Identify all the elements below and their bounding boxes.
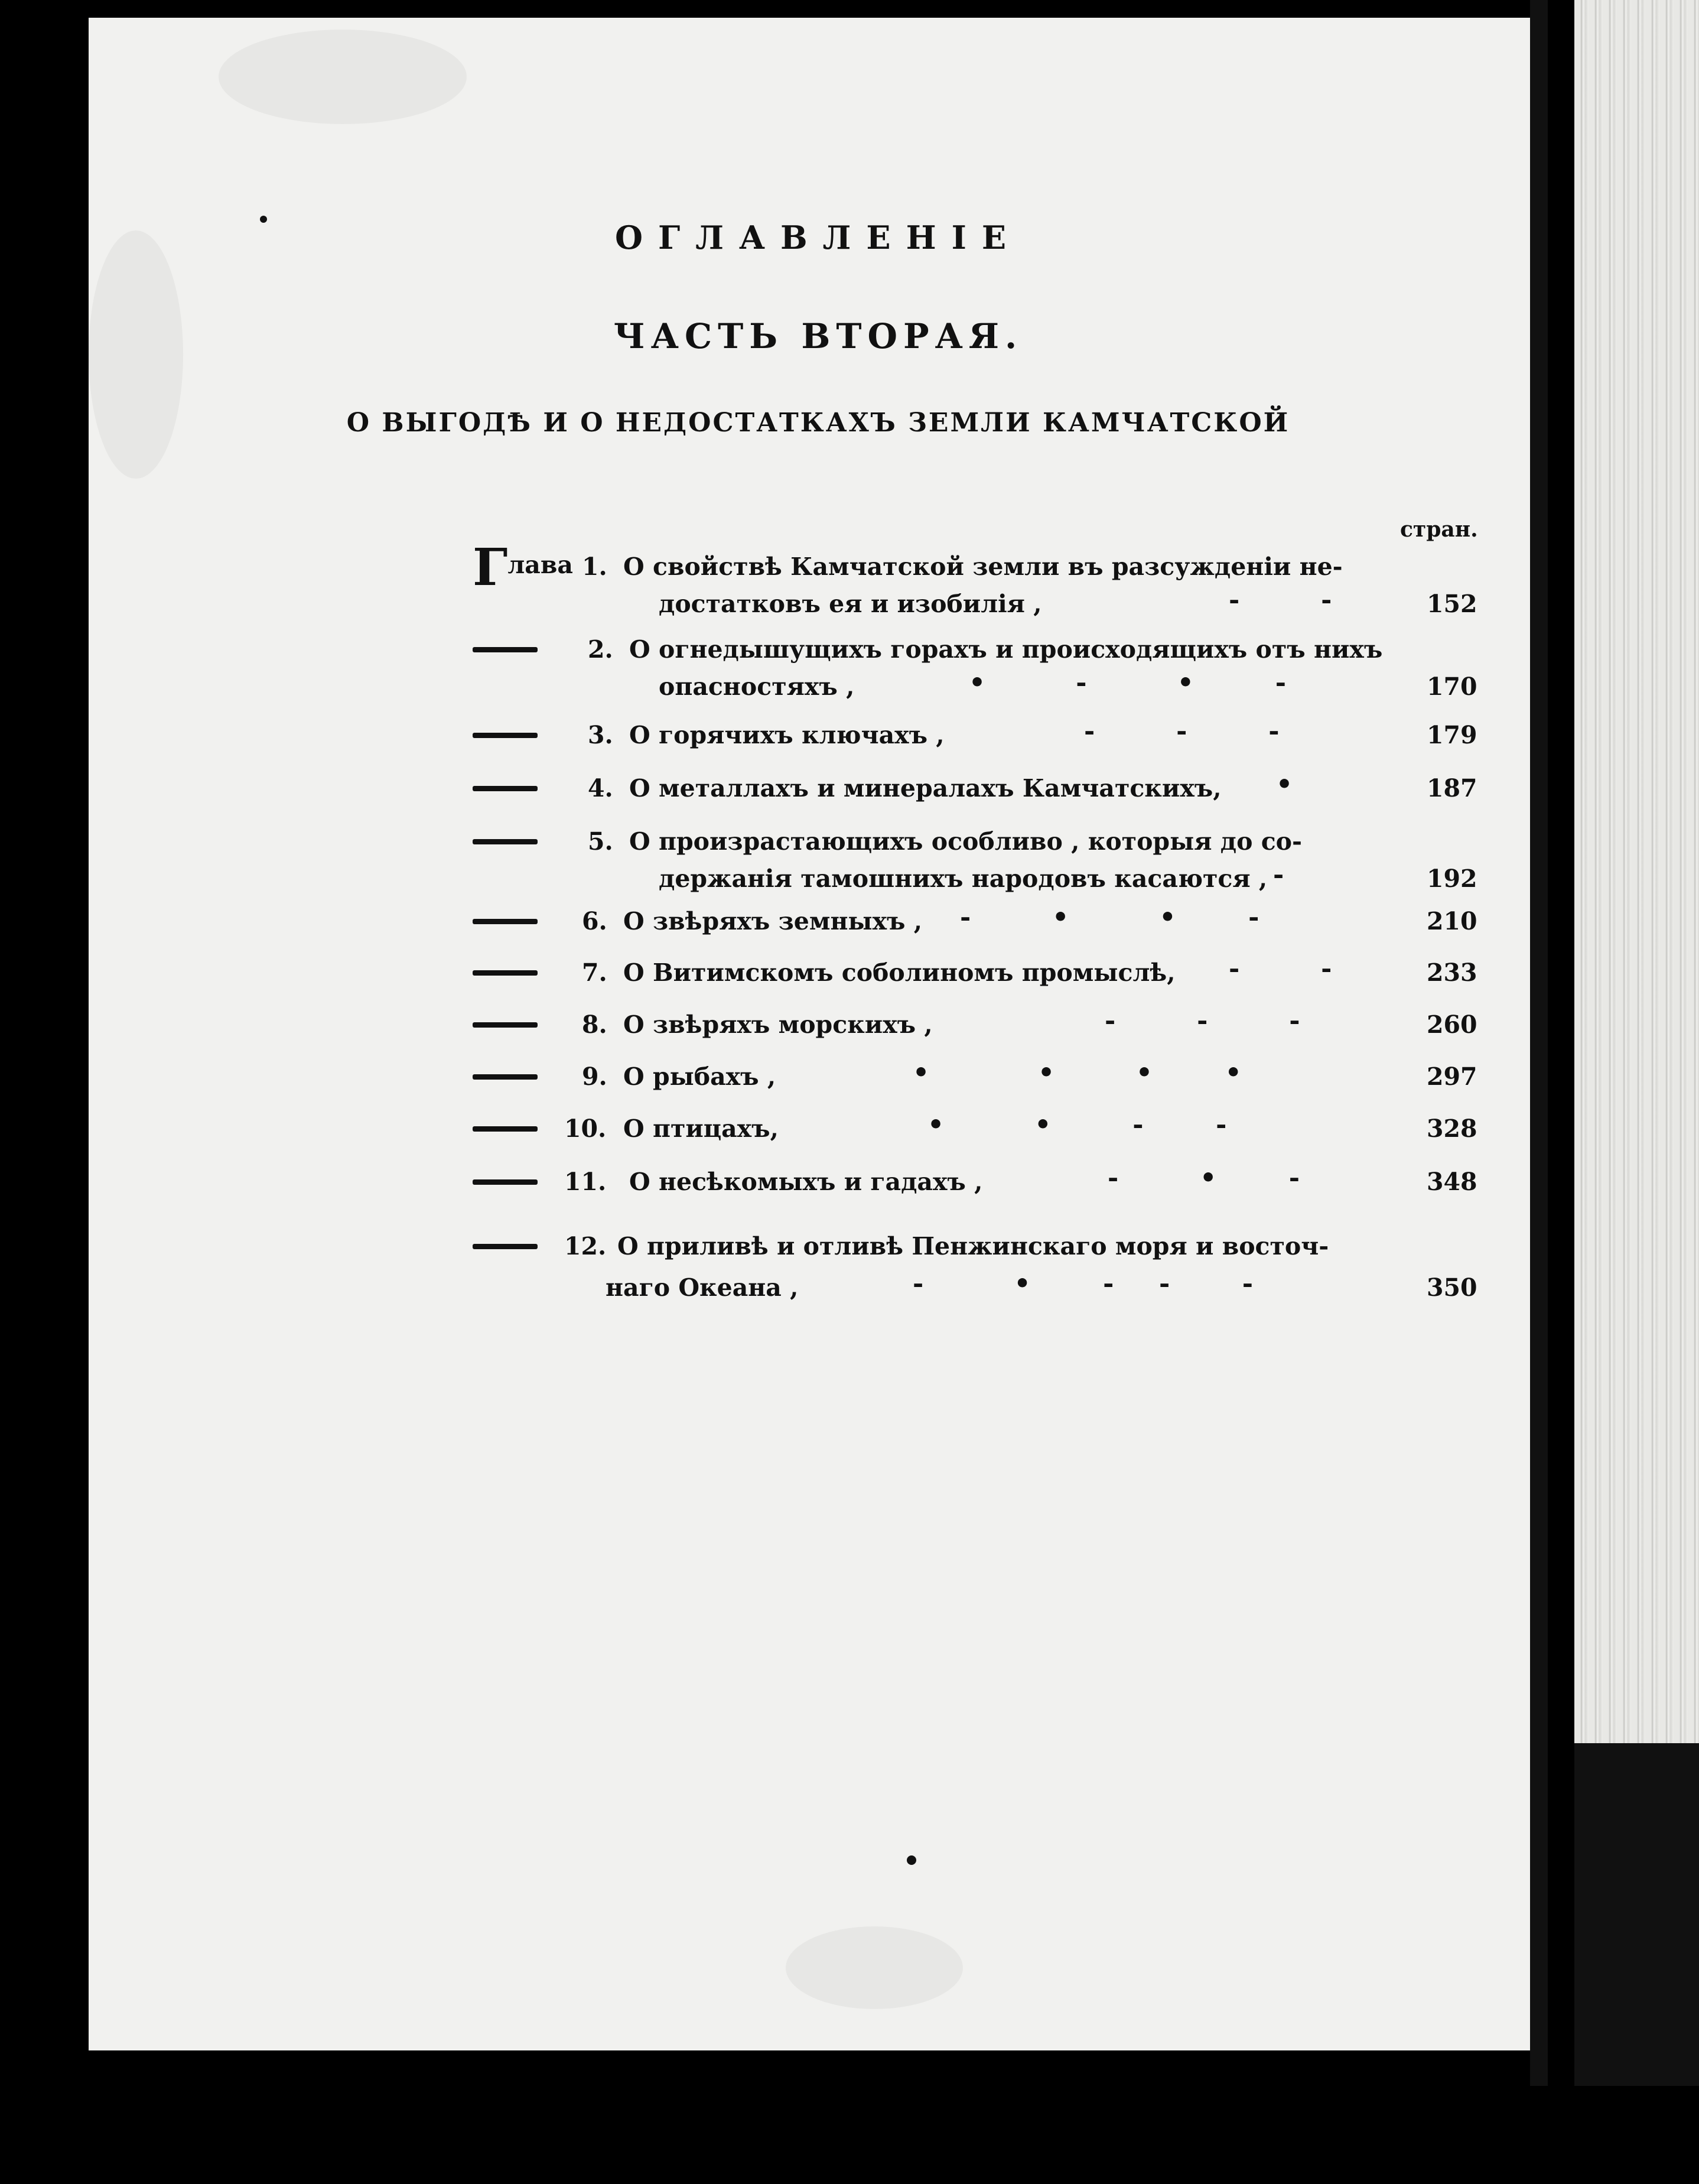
- leader-dots: •: [1276, 769, 1293, 800]
- chapter-number: 5.: [588, 827, 613, 856]
- leader-dots: - -: [1229, 585, 1332, 615]
- page-number: 260: [1427, 1010, 1477, 1039]
- leader-dots: • • • •: [913, 1058, 1242, 1088]
- chapter-number: 2.: [588, 635, 613, 664]
- chapter-number: 7.: [582, 958, 607, 987]
- leader-dots: • • - -: [927, 1110, 1227, 1140]
- ditto-dash: [473, 1126, 538, 1132]
- chapter-title-line: О огнедышущихъ горахъ и происходящихъ отъ нихъ: [629, 635, 1383, 664]
- ditto-dash: [473, 1179, 538, 1185]
- chapter-number: 12.: [564, 1232, 607, 1260]
- page-column-header: стран.: [1400, 517, 1478, 542]
- page-number: 233: [1427, 958, 1477, 987]
- chapter-number: 8.: [582, 1010, 607, 1039]
- page-number: 297: [1427, 1062, 1477, 1091]
- book-spine-shadow: [1574, 1743, 1699, 2086]
- chapter-number: 1.: [582, 552, 607, 581]
- chapter-word-rest: лава: [507, 551, 573, 579]
- chapter-number: 4.: [588, 774, 613, 802]
- chapter-title-line: О горячихъ ключахъ ,: [629, 721, 945, 749]
- leader-dots: - - -: [1084, 716, 1280, 746]
- ditto-dash: [473, 647, 538, 652]
- chapter-title-line: О приливѣ и отливѣ Пенжинскаго моря и восточ-: [617, 1232, 1329, 1260]
- part-subject: О ВЫГОДѢ И О НЕДОСТАТКАХЪ ЗЕМЛИ КАМЧАТСКОЙ: [346, 408, 1290, 438]
- page-number: 179: [1427, 721, 1477, 749]
- page-number: 210: [1427, 907, 1477, 935]
- book-page: [89, 18, 1548, 2050]
- stain: [786, 1926, 963, 2009]
- ditto-dash: [473, 919, 538, 924]
- ditto-dash: [473, 1244, 538, 1249]
- chapter-number: 3.: [588, 721, 613, 749]
- ditto-dash: [473, 733, 538, 738]
- page-number: 170: [1427, 672, 1477, 701]
- chapter-number: 6.: [582, 907, 607, 935]
- ditto-dash: [473, 786, 538, 791]
- leader-dots: - - -: [1105, 1006, 1300, 1036]
- chapter-title-line: О звѣряхъ морскихъ ,: [623, 1010, 933, 1039]
- page-number: 152: [1427, 590, 1477, 618]
- leader-dots: • - • -: [969, 668, 1287, 698]
- ditto-dash: [473, 1074, 538, 1080]
- leader-dots: -: [1273, 860, 1284, 890]
- ditto-dash: [473, 1022, 538, 1028]
- chapter-number: 9.: [582, 1062, 607, 1091]
- ditto-dash: [473, 970, 538, 976]
- chapter-title-line: О произрастающихъ особливо , которыя до со-: [629, 827, 1303, 856]
- chapter-number: 11.: [564, 1168, 607, 1196]
- leader-dots: - • • -: [960, 902, 1259, 932]
- page-number: 348: [1427, 1168, 1477, 1196]
- page-title: ОГЛАВЛЕНІЕ: [614, 219, 1022, 256]
- chapter-title-line: О звѣряхъ земныхъ ,: [623, 907, 923, 935]
- page-number: 350: [1427, 1273, 1477, 1302]
- chapter-title-line: опасностяхъ ,: [659, 672, 855, 701]
- ink-speck: [907, 1855, 916, 1865]
- ink-speck: [260, 216, 267, 223]
- chapter-title-line: О Витимскомъ соболиномъ промыслѣ,: [623, 958, 1176, 987]
- page-gutter: [1530, 0, 1548, 2086]
- chapter-title-line: наго Океана ,: [606, 1273, 799, 1302]
- chapter-title-line: О свойствѣ Камчатской земли въ разсужденіи не-: [623, 552, 1343, 581]
- page-number: 192: [1427, 864, 1477, 893]
- chapter-title-line: держанія тамошнихъ народовъ касаются ,: [659, 864, 1268, 893]
- chapter-word: Глава: [473, 538, 573, 597]
- ditto-dash: [473, 839, 538, 844]
- leader-dots: - • - - -: [913, 1269, 1254, 1299]
- part-heading: ЧАСТЬ ВТОРАЯ.: [613, 316, 1023, 356]
- leader-dots: - -: [1229, 954, 1332, 984]
- chapter-title-line: О птицахъ,: [623, 1114, 779, 1143]
- chapter-title-line: О несѣкомыхъ и гадахъ ,: [629, 1168, 983, 1196]
- chapter-title-line: О металлахъ и минералахъ Камчатскихъ,: [629, 774, 1222, 802]
- chapter-number: 10.: [564, 1114, 607, 1143]
- stain: [219, 30, 467, 124]
- page-number: 187: [1427, 774, 1477, 802]
- chapter-title-line: О рыбахъ ,: [623, 1062, 776, 1091]
- leader-dots: - • -: [1108, 1163, 1300, 1193]
- chapter-title-line: достатковъ ея и изобилія ,: [659, 590, 1042, 618]
- page-number: 328: [1427, 1114, 1477, 1143]
